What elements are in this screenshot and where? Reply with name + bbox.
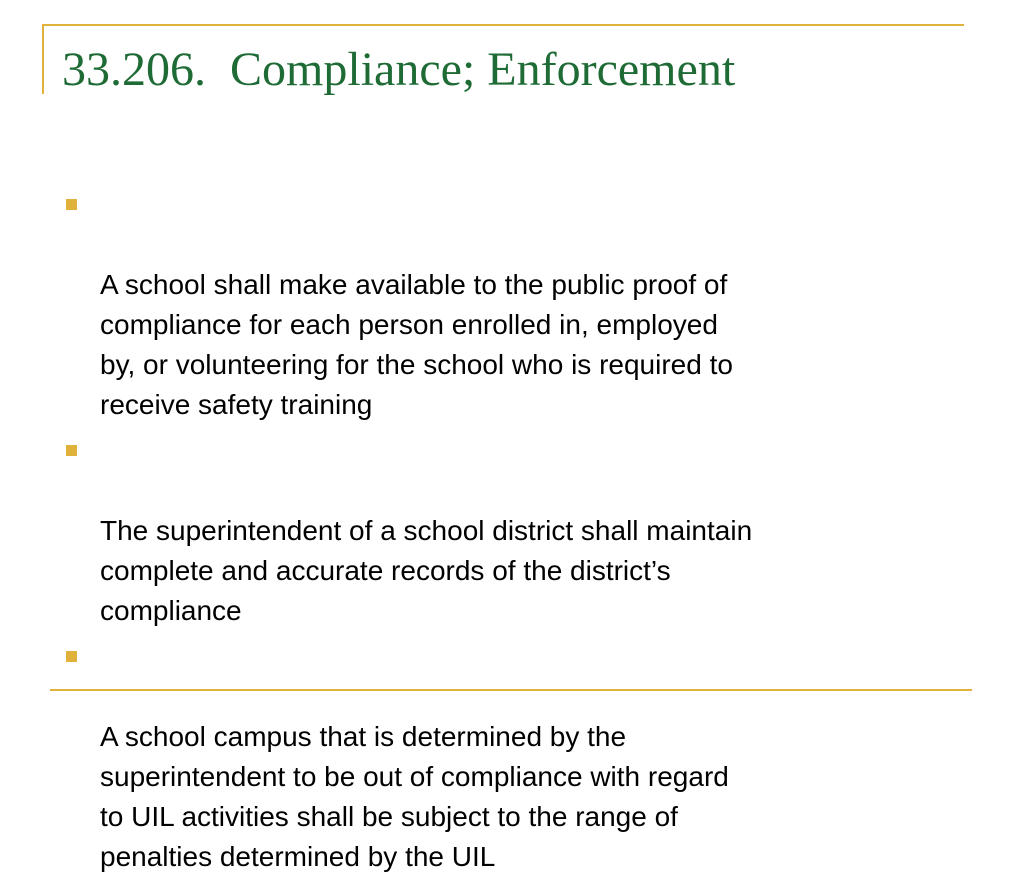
bullet-text: The superintendent of a school district shall maintain complete and accurate records of the district’s compliance [100, 515, 753, 626]
frame-top-rule [42, 24, 964, 26]
bullet-item [64, 185, 974, 425]
square-bullet-icon [66, 651, 77, 662]
bullet-text: A school campus that is determined by the superintendent to be out of compliance with regard to UIL activities shall be subject to the range of penalties determined by the UIL [100, 721, 729, 872]
frame-left-rule [42, 24, 44, 94]
bullet-text: A school shall make available to the public proof of compliance for each person enrolled in, employed by, or volunteering for the school who is required to receive safety training [100, 269, 733, 420]
square-bullet-icon [66, 445, 77, 456]
bullet-item [64, 431, 974, 631]
square-bullet-icon [66, 199, 77, 210]
frame-bottom-rule [50, 689, 972, 691]
bullet-list [64, 185, 974, 883]
slide-title: 33.206. Compliance; Enforcement [62, 43, 736, 96]
bullet-item [64, 637, 974, 877]
